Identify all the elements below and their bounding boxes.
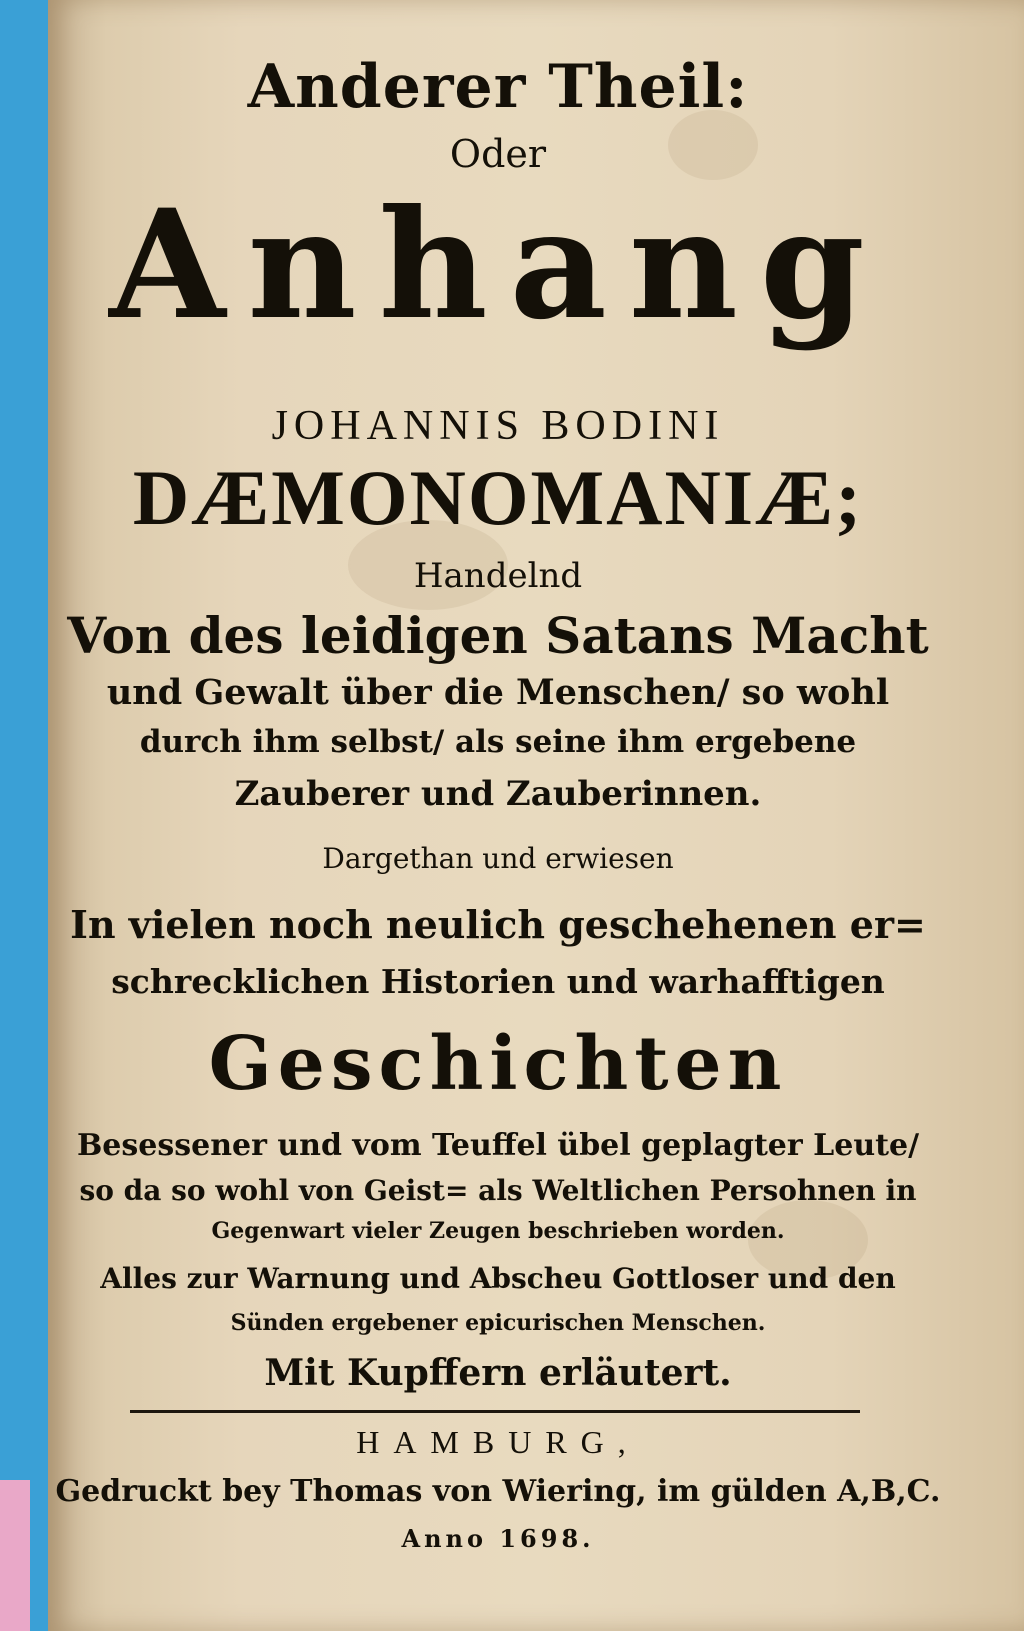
dargethan-line: Dargethan und erwiesen: [322, 842, 674, 875]
people-line-1: Besessener und vom Teuffel übel geplagter Leute/: [76, 1128, 920, 1163]
title-oder-line: Oder: [449, 132, 547, 176]
handelnd-line: Handelnd: [413, 556, 583, 596]
subject-line-1: Von des leidigen Satans Macht: [67, 606, 929, 665]
histories-line-2: schrecklichen Historien und warhafftigen: [111, 962, 885, 1001]
purpose-line-2: Sünden ergebener epicurischen Menschen.: [230, 1310, 766, 1336]
kupffern-line: Mit Kupffern erläutert.: [264, 1352, 732, 1394]
title-part-line: Anderer Theil:: [247, 52, 749, 122]
people-line-3: Gegenwart vieler Zeugen beschrieben worden.: [211, 1218, 785, 1244]
geschichten-line: Geschichten: [208, 1021, 788, 1107]
imprint-printer: Gedruckt bey Thomas von Wiering, im gülden A,B,C.: [55, 1474, 941, 1509]
people-line-2: so da so wohl von Geist= als Weltlichen Persohnen in: [79, 1174, 917, 1207]
purpose-line-1: Alles zur Warnung und Abscheu Gottloser und den: [100, 1262, 896, 1295]
imprint-divider: [130, 1410, 860, 1413]
pink-page-tab: [0, 1480, 30, 1631]
imprint-city: HAMBURG,: [356, 1424, 640, 1460]
work-title-line: DÆMONOMANIÆ;: [132, 454, 864, 541]
imprint-year: Anno 1698.: [401, 1524, 595, 1553]
author-line: JOHANNIS BODINI: [271, 403, 725, 449]
subject-line-2: und Gewalt über die Menschen/ so wohl: [106, 672, 890, 713]
subject-line-3: durch ihm selbst/ als seine ihm ergebene: [139, 724, 857, 760]
histories-line-1: In vielen noch neulich geschehenen er=: [70, 902, 926, 947]
title-anhang-line: Anhang: [109, 177, 887, 353]
subject-line-4: Zauberer und Zauberinnen.: [234, 774, 762, 814]
